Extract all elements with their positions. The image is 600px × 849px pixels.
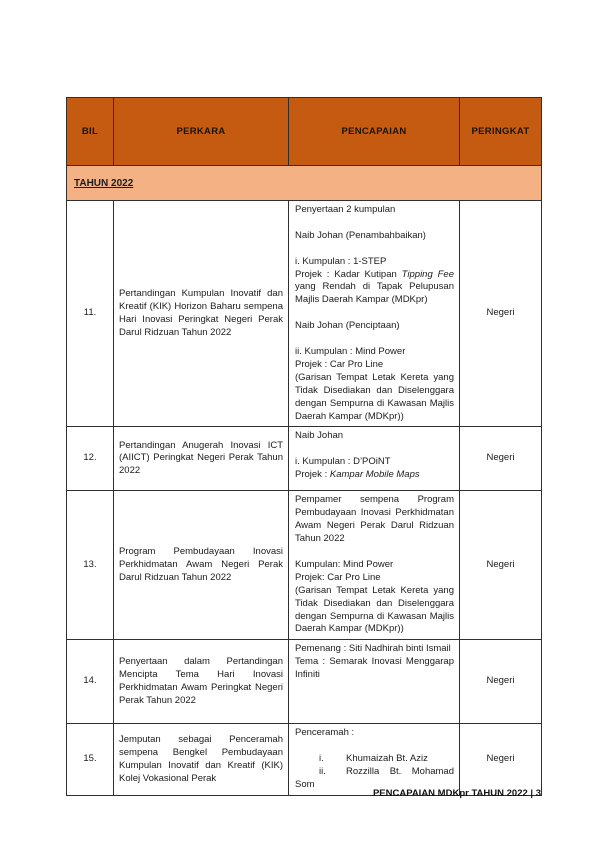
pencapaian-line: Pemenang : Siti Nadhirah binti Ismail bbox=[295, 643, 451, 655]
table-header-row bbox=[67, 98, 542, 166]
table-row bbox=[67, 201, 542, 427]
pencapaian-line: Projek: Car Pro Line bbox=[295, 571, 381, 583]
pencapaian-line bbox=[295, 443, 454, 456]
header-pencapaian: PENCAPAIAN bbox=[289, 98, 460, 166]
table-body bbox=[67, 201, 542, 796]
pencapaian-line: i. Khumaizah Bt. Aziz bbox=[319, 753, 428, 765]
pencapaian-line bbox=[295, 546, 454, 559]
pencapaian-line: Pempamer sempena Program Pembudayaan Inovasi Perkhidmatan Awam Negeri Perak Darul Ridzuan Tahun 2022 bbox=[295, 494, 454, 545]
pencapaian-line: Projek : Kampar Mobile Maps bbox=[295, 469, 420, 481]
header-perkara: PERKARA bbox=[114, 98, 289, 166]
cell-peringkat: Negeri bbox=[460, 724, 542, 796]
cell-bil: 15. bbox=[67, 724, 114, 796]
pencapaian-line: Naib Johan (Penambahbaikan) bbox=[295, 229, 426, 241]
pencapaian-line: i. Kumpulan : 1-STEP bbox=[295, 255, 387, 267]
cell-perkara: Pertandingan Kumpulan Inovatif dan Kreatif (KIK) Horizon Baharu sempena Hari Inovasi Peringkat Negeri Perak Darul Ridzuan Tahun 2022 bbox=[114, 201, 289, 427]
cell-pencapaian bbox=[289, 427, 460, 491]
pencapaian-line: ii. Kumpulan : Mind Power bbox=[295, 345, 406, 357]
section-label: TAHUN 2022 bbox=[67, 166, 542, 201]
pencapaian-line: Projek : Car Pro Line bbox=[295, 358, 384, 370]
cell-perkara: Penyertaan dalam Pertandingan Mencipta Tema Hari Inovasi Perkhidmatan Awam Peringkat Negeri Perak Tahun 2022 bbox=[114, 640, 289, 724]
header-peringkat: PERINGKAT bbox=[460, 98, 542, 166]
cell-peringkat: Negeri bbox=[460, 640, 542, 724]
cell-bil: 12. bbox=[67, 427, 114, 491]
pencapaian-line: i. Kumpulan : D’POiNT bbox=[295, 456, 391, 468]
cell-pencapaian bbox=[289, 201, 460, 427]
pencapaian-line: Projek : Kadar Kutipan Tipping Fee yang Rendah di Tapak Pelupusan Majlis Daerah Kampar (MDKpr) bbox=[295, 268, 454, 306]
table-row bbox=[67, 491, 542, 640]
page-footer: PENCAPAIAN MDKpr TAHUN 2022 | 3 bbox=[372, 788, 541, 799]
pencapaian-line: (Garisan Tempat Letak Kereta yang Tidak Disediakan dan Diselenggara dengan Sempurna di Kawasan Majlis Daerah Kampar (MDKpr)) bbox=[295, 371, 454, 422]
cell-bil: 11. bbox=[67, 201, 114, 427]
section-row bbox=[67, 166, 542, 201]
cell-perkara: Program Pembudayaan Inovasi Perkhidmatan Awam Negeri Perak Darul Ridzuan Tahun 2022 bbox=[114, 491, 289, 640]
cell-perkara: Pertandingan Anugerah Inovasi ICT (AIICT) Peringkat Negeri Perak Tahun 2022 bbox=[114, 427, 289, 491]
pencapaian-line: Kumpulan: Mind Power bbox=[295, 558, 394, 570]
pencapaian-line: Penyertaan 2 kumpulan bbox=[295, 204, 396, 215]
pencapaian-line: Tema : Semarak Inovasi Menggarap Infiniti bbox=[295, 656, 454, 681]
pencapaian-line: Naib Johan (Penciptaan) bbox=[295, 320, 400, 332]
pencapaian-line: (Garisan Tempat Letak Kereta yang Tidak Disediakan dan Diselenggara dengan Sempurna di Kawasan Majlis Daerah Kampar (MDKpr)) bbox=[295, 584, 454, 635]
cell-pencapaian bbox=[289, 724, 460, 796]
table-row bbox=[67, 724, 542, 796]
cell-peringkat: Negeri bbox=[460, 427, 542, 491]
cell-bil: 13. bbox=[67, 491, 114, 640]
pencapaian-line bbox=[295, 217, 454, 230]
pencapaian-line bbox=[295, 333, 454, 346]
table-row bbox=[67, 427, 542, 491]
cell-pencapaian bbox=[289, 640, 460, 724]
cell-peringkat: Negeri bbox=[460, 201, 542, 427]
achievements-table bbox=[66, 97, 542, 796]
header-bil: BIL bbox=[67, 98, 114, 166]
pencapaian-line: Naib Johan bbox=[295, 430, 344, 442]
pencapaian-line bbox=[295, 740, 454, 753]
pencapaian-line: ii. Rozzilla Bt. Mohamad Som bbox=[295, 766, 454, 790]
cell-bil: 14. bbox=[67, 640, 114, 724]
cell-peringkat: Negeri bbox=[460, 491, 542, 640]
pencapaian-line: Penceramah : bbox=[295, 727, 355, 739]
cell-pencapaian bbox=[289, 491, 460, 640]
table-row bbox=[67, 640, 542, 724]
pencapaian-line bbox=[295, 307, 454, 320]
cell-perkara: Jemputan sebagai Penceramah sempena Bengkel Pembudayaan Kumpulan Inovatif dan Kreatif (KIK) Kolej Vokasional Perak bbox=[114, 724, 289, 796]
pencapaian-line bbox=[295, 243, 454, 256]
